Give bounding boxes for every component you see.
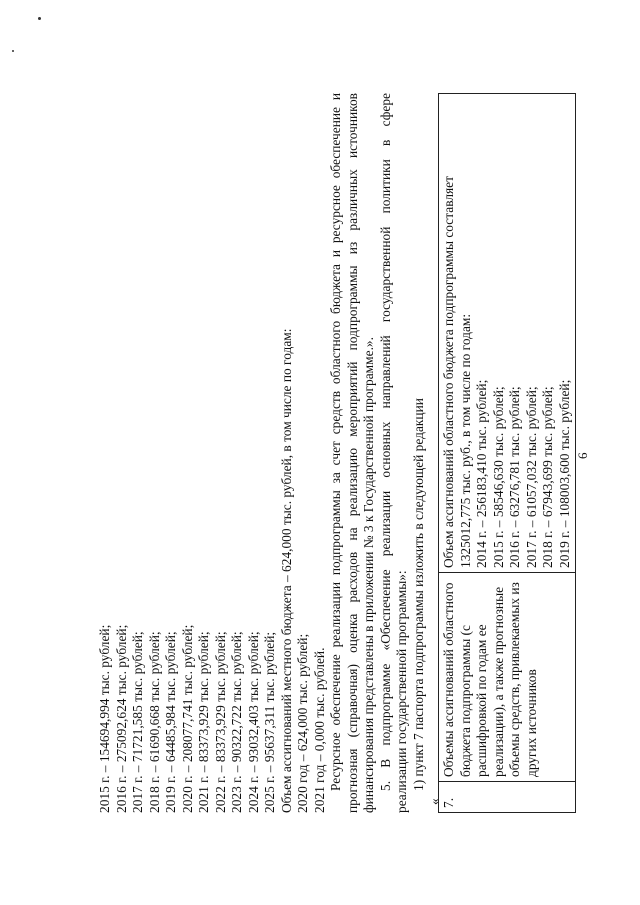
label-line: бюджета подпрограммы (с	[457, 625, 473, 777]
label-line: других источников	[523, 669, 539, 777]
year-funding-line: 2018 г. – 61690,668 тыс. рублей;	[146, 631, 162, 813]
page-number: 6	[575, 452, 590, 459]
local-years-list	[295, 93, 328, 813]
resource-para-line: Ресурсное обеспечение реализации подпрограммы за счет средств областного бюджета и ресурсное обеспечение и	[328, 93, 343, 791]
year-funding-line: 2019 г. – 64485,984 тыс. рублей;	[163, 631, 178, 813]
item-5-line: 5. В подпрограмме «Обеспечение реализации основных направлений государственной политики в сфере	[377, 93, 393, 791]
value-line: 2015 г. – 58546,630 тыс. рублей;	[490, 386, 506, 568]
passport-table	[438, 93, 576, 813]
year-funding-line: 2023 г. – 90322,722 тыс. рублей;	[229, 631, 244, 813]
year-funding-line: 2021 г. – 83373,929 тыс. рублей;	[196, 631, 211, 813]
value-line: Объем ассигнований областного бюджета подпрограммы составляет	[441, 176, 456, 568]
row-number: 7.	[439, 782, 576, 813]
value-line: 2019 г. – 108003,600 тыс. рублей;	[556, 379, 572, 568]
years-funding-list	[97, 93, 279, 813]
label-line: Объемы ассигнований областного	[441, 582, 456, 777]
table-row	[439, 94, 576, 813]
resource-para-line: финансирования представлены в приложении № 3 к Государственной программе.».	[361, 337, 376, 813]
year-funding-line: 2015 г. – 154694,994 тыс. рублей;	[97, 624, 112, 813]
resource-para-line: прогнозная (справочная) оценка расходов на реализацию мероприятий подпрограммы из различных источников	[344, 93, 360, 813]
local-year-line: 2020 год – 624,000 тыс. рублей;	[295, 633, 310, 813]
year-funding-line: 2020 г. – 208077,741 тыс. рублей;	[179, 624, 195, 813]
item-5-1: 1) пункт 7 паспорта подпрограммы изложить в следующей редакции	[410, 398, 426, 791]
label-line: расшифровкой по годам ее	[474, 624, 489, 777]
label-line: объемы средств, привлекаемых из	[507, 582, 522, 777]
item-5-line: реализации государственной программы»:	[394, 570, 409, 813]
year-funding-line: 2025 г. – 95637,311 тыс. рублей;	[262, 631, 277, 813]
local-budget-intro: Объем ассигнований местного бюджета – 624,000 тыс. рублей, в том числе по годам:	[278, 328, 294, 813]
row-label	[439, 573, 576, 782]
value-line: 2016 г. – 63276,781 тыс. рублей;	[507, 386, 522, 568]
local-year-line: 2021 год – 0,000 тыс. рублей.	[311, 647, 327, 813]
label-line: реализации), а также прогнозные	[490, 586, 506, 777]
document-body	[97, 93, 444, 813]
year-funding-line: 2017 г. – 71721,585 тыс. рублей;	[130, 631, 145, 813]
open-quote: «	[427, 798, 442, 805]
value-line: 2018 г. – 67943,699 тыс. рублей;	[540, 386, 555, 568]
row-value	[439, 94, 576, 573]
value-line: 1325012,775 тыс. руб., в том числе по годам:	[457, 313, 473, 568]
year-funding-line: 2016 г. – 275092,624 тыс. рублей;	[113, 624, 129, 813]
value-line: 2014 г. – 256183,410 тыс. рублей;	[474, 379, 489, 568]
year-funding-line: 2024 г. – 93032,403 тыс. рублей;	[245, 631, 261, 813]
year-funding-line: 2022 г. – 83373,929 тыс. рублей;	[212, 631, 228, 813]
value-line: 2017 г. – 61057,032 тыс. рублей;	[523, 386, 539, 568]
